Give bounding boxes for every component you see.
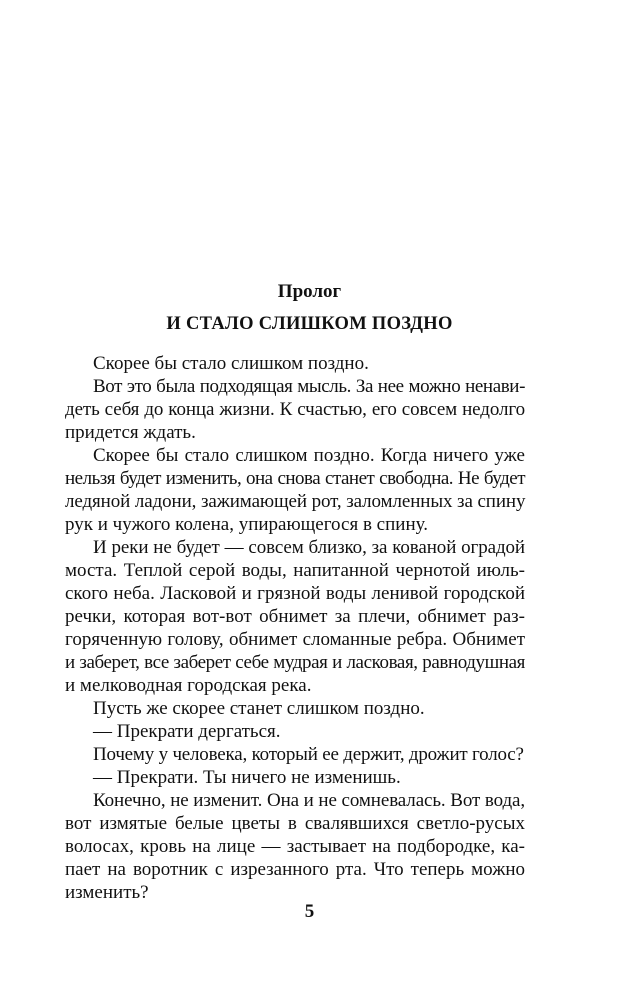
body-text	[65, 352, 526, 904]
text-line: и мелководная городская река.	[65, 675, 312, 696]
text-line: речки, которая вот-вот обнимет за плечи, обнимет раз-	[65, 606, 525, 627]
text-line: придется ждать.	[65, 422, 196, 443]
text-line: — Прекрати. Ты ничего не изменишь.	[93, 767, 401, 788]
text-line: деть себя до конца жизни. К счастью, его совсем недолго	[65, 399, 525, 420]
chapter-title: И СТАЛО СЛИШКОМ ПОЗДНО	[166, 314, 453, 334]
text-line: волосах, кровь на лице — застывает на подбородке, ка-	[65, 836, 525, 857]
chapter-label: Пролог	[277, 281, 342, 302]
text-line: рук и чужого колена, упирающегося в спину.	[65, 514, 428, 535]
text-line: изменить?	[65, 882, 149, 903]
page-number: 5	[304, 901, 315, 922]
text-line: моста. Теплой серой воды, напитанной чернотой июль-	[65, 560, 525, 581]
text-line: пает на воротник с изрезанного рта. Что теперь можно	[65, 859, 525, 880]
text-line: Почему у человека, который ее держит, дрожит голос?	[93, 744, 524, 765]
text-line: вот измятые белые цветы в свалявшихся светло-русых	[65, 813, 525, 834]
text-line: ского неба. Ласковой и грязной воды ленивой городской	[65, 583, 525, 604]
text-line: нельзя будет изменить, она снова станет свободна. Не будет	[65, 468, 525, 489]
text-line: Скорее бы стало слишком поздно.	[93, 353, 369, 374]
text-line: и заберет, все заберет себе мудрая и ласковая, равнодушная	[65, 652, 525, 673]
text-line: — Прекрати дергаться.	[93, 721, 281, 742]
text-line: Скорее бы стало слишком поздно. Когда ничего уже	[93, 445, 525, 466]
text-line: Конечно, не изменит. Она и не сомневалась. Вот вода,	[93, 790, 525, 811]
text-line: горяченную голову, обнимет сломанные ребра. Обнимет	[65, 629, 525, 650]
text-line: Вот это была подходящая мысль. За нее можно ненави-	[93, 376, 525, 397]
text-line: И реки не будет — совсем близко, за кованой оградой	[93, 537, 525, 558]
text-line: ледяной ладони, зажимающей рот, заломленных за спину	[65, 491, 526, 512]
text-line: Пусть же скорее станет слишком поздно.	[93, 698, 425, 719]
